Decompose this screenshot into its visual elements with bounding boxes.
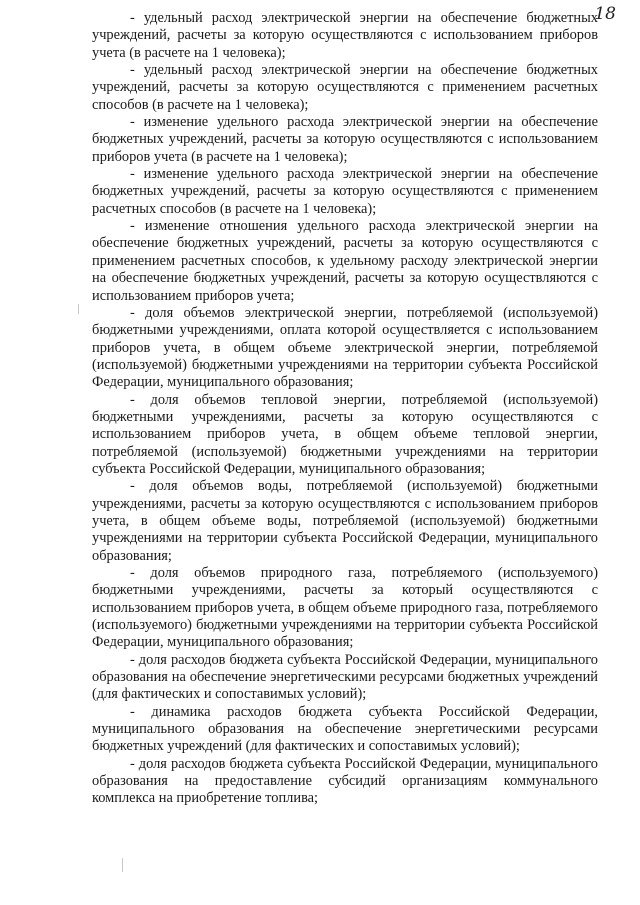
list-paragraph: - удельный расход электрической энергии на обеспечение бюджетных учреждений, расчеты за которую осуществляются с использованием приборов учета (в расчете на 1 человека); <box>92 10 598 61</box>
list-paragraph: - доля объемов электрической энергии, потребляемой (используемой) бюджетными учреждениями, оплата которой осуществляется с использованием приборов учета, в общем объеме электрической энергии, потребляемой (используемой) бюджетными учреждениями на территории субъекта Российской Федерации, муниципального образования; <box>92 304 598 391</box>
margin-scan-mark <box>122 858 123 872</box>
list-paragraph: - изменение удельного расхода электрической энергии на обеспечение бюджетных учреждений, расчеты за которую осуществляются с использованием приборов учета (в расчете на 1 человека); <box>92 114 598 165</box>
list-paragraph: - изменение отношения удельного расхода электрической энергии на обеспечение бюджетных учреждений, расчеты за которую осуществляются с применением расчетных способов, к удельному расходу электрической энергии на обеспечение бюджетных учреждений, расчеты за которую осуществляются с использованием приборов учета; <box>92 218 598 304</box>
page-number: 18 <box>594 4 616 24</box>
list-paragraph: - доля расходов бюджета субъекта Российской Федерации, муниципального образования на обеспечение энергетическими ресурсами бюджетных учреждений (для фактических и сопоставимых условий); <box>92 651 598 703</box>
list-paragraph: - доля расходов бюджета субъекта Российской Федерации, муниципального образования на предоставление субсидий организациям коммунального комплекса на приобретение топлива; <box>92 755 598 807</box>
list-paragraph: - динамика расходов бюджета субъекта Российской Федерации, муниципального образования на обеспечение энергетическими ресурсами бюджетных учреждений (для фактических и сопоставимых условий); <box>92 703 598 755</box>
list-paragraph: - доля объемов природного газа, потребляемого (используемого) бюджетными учреждениями, расчеты за который осуществляются с использованием приборов учета, в общем объеме природного газа, потребляемого (используемого) бюджетными учреждениями на территории субъекта Российской Федерации, муниципального образования; <box>92 565 598 651</box>
list-paragraph: - изменение удельного расхода электрической энергии на обеспечение бюджетных учреждений, расчеты за которую осуществляются с применением расчетных способов (в расчете на 1 человека); <box>92 166 598 217</box>
document-body <box>92 10 598 808</box>
list-paragraph: - доля объемов воды, потребляемой (используемой) бюджетными учреждениями, расчеты за которую осуществляются с использованием приборов учета, в общем объеме воды, потребляемой (используемой) бюджетными учреждениями на территории субъекта Российской Федерации, муниципального образования; <box>92 478 598 564</box>
list-paragraph: - доля объемов тепловой энергии, потребляемой (используемой) бюджетными учреждениями, расчеты за которую осуществляются с использованием приборов учета, в общем объеме тепловой энергии, потребляемой (используемой) бюджетными учреждениями на территории субъекта Российской Федерации, муниципального образования; <box>92 391 598 477</box>
list-paragraph: - удельный расход электрической энергии на обеспечение бюджетных учреждений, расчеты за которую осуществляются с применением расчетных способов (в расчете на 1 человека); <box>92 62 598 113</box>
margin-scan-mark <box>78 304 79 314</box>
